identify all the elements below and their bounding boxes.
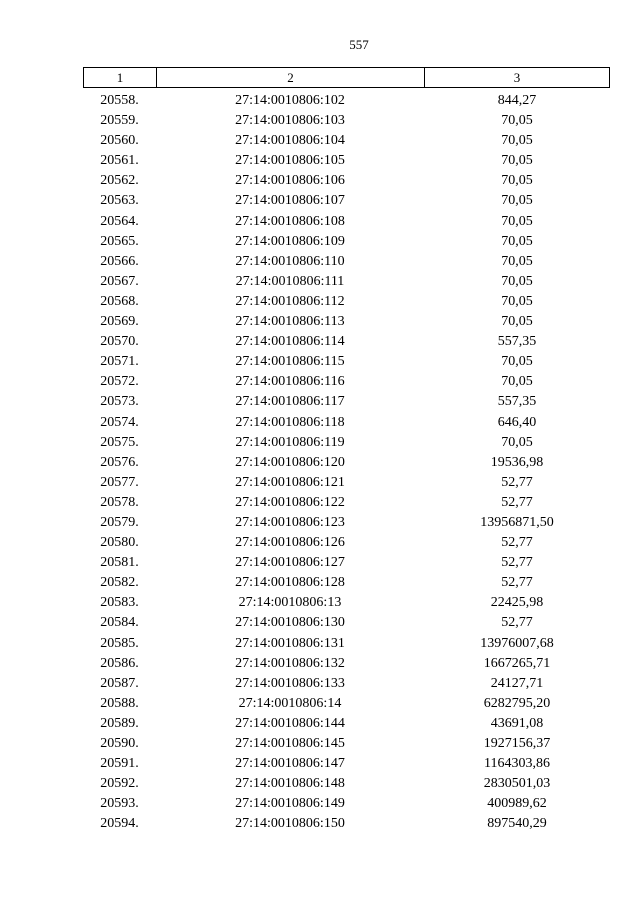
table-row (83, 352, 610, 372)
table-row (83, 151, 610, 171)
table-row (83, 634, 610, 654)
value: 70,05 (501, 314, 533, 330)
cadastral-number: 27:14:0010806:14 (238, 695, 342, 711)
cadastral-number: 27:14:0010806:110 (235, 253, 345, 269)
table-row (83, 272, 610, 292)
table-row (83, 774, 610, 794)
value: 52,77 (501, 615, 533, 631)
value: 70,05 (501, 173, 533, 189)
table-row (83, 493, 610, 513)
cadastral-number: 27:14:0010806:118 (235, 414, 345, 430)
table-row (83, 372, 610, 392)
row-number: 20582. (100, 575, 139, 591)
table-row (83, 814, 610, 834)
row-number: 20566. (100, 253, 139, 269)
cadastral-number: 27:14:0010806:148 (235, 776, 345, 792)
cadastral-number: 27:14:0010806:104 (235, 133, 345, 149)
table-row (83, 513, 610, 533)
column-header-2: 2 (157, 68, 425, 87)
table-row (83, 573, 610, 593)
value: 646,40 (497, 414, 537, 430)
cadastral-number: 27:14:0010806:109 (235, 233, 345, 249)
value: 52,77 (501, 555, 533, 571)
value: 52,77 (501, 535, 533, 551)
table-row (83, 413, 610, 433)
cadastral-number: 27:14:0010806:149 (235, 796, 345, 812)
row-number: 20578. (100, 494, 139, 510)
table-row (83, 292, 610, 312)
table-row (83, 312, 610, 332)
table-row (83, 674, 610, 694)
cadastral-number: 27:14:0010806:128 (235, 575, 345, 591)
row-number: 20594. (100, 816, 139, 832)
value: 557,35 (497, 394, 537, 410)
table-header (83, 67, 610, 88)
value: 70,05 (501, 233, 533, 249)
row-number: 20576. (100, 454, 139, 470)
value: 70,05 (501, 153, 533, 169)
row-number: 20580. (100, 535, 139, 551)
cadastral-number: 27:14:0010806:133 (235, 675, 345, 691)
value: 13956871,50 (480, 514, 554, 530)
table-row (83, 171, 610, 191)
value: 70,05 (501, 434, 533, 450)
table-row (83, 131, 610, 151)
cadastral-number: 27:14:0010806:105 (235, 153, 345, 169)
cadastral-number: 27:14:0010806:108 (235, 213, 345, 229)
row-number: 20565. (100, 233, 139, 249)
row-number: 20584. (100, 615, 139, 631)
value: 70,05 (501, 113, 533, 129)
cadastral-number: 27:14:0010806:112 (235, 293, 345, 309)
row-number: 20593. (100, 796, 139, 812)
value: 1667265,71 (483, 655, 551, 671)
table-row (83, 473, 610, 493)
table-row (83, 453, 610, 473)
value: 2830501,03 (483, 776, 551, 792)
row-number: 20567. (100, 273, 139, 289)
cadastral-number: 27:14:0010806:106 (235, 173, 345, 189)
cadastral-number: 27:14:0010806:127 (235, 555, 345, 571)
cadastral-number: 27:14:0010806:102 (235, 93, 345, 108)
row-number: 20586. (100, 655, 139, 671)
row-number: 20589. (100, 715, 139, 731)
value: 6282795,20 (483, 695, 551, 711)
cadastral-number: 27:14:0010806:145 (235, 736, 345, 751)
value: 13976007,68 (480, 635, 554, 651)
column-header-3: 3 (513, 70, 521, 85)
cadastral-number: 27:14:0010806:103 (235, 113, 345, 129)
row-number: 20583. (100, 595, 139, 611)
table-row (83, 734, 610, 754)
row-number: 20574. (100, 414, 139, 430)
value: 557,35 (497, 334, 537, 350)
cadastral-number: 27:14:0010806:123 (235, 514, 345, 530)
table-row (83, 433, 610, 453)
cadastral-number: 27:14:0010806:115 (235, 354, 345, 370)
value: 897540,29 (487, 816, 547, 832)
table-row (83, 91, 610, 111)
row-number: 20588. (100, 695, 139, 711)
cadastral-number: 27:14:0010806:126 (235, 535, 345, 551)
cadastral-number: 27:14:0010806:13 (238, 595, 342, 611)
value: 70,05 (501, 374, 533, 390)
value: 844,27 (497, 93, 537, 108)
cadastral-number: 27:14:0010806:116 (235, 374, 345, 390)
cadastral-number: 27:14:0010806:119 (235, 434, 345, 450)
table-row (83, 252, 610, 272)
table-row (83, 593, 610, 613)
table-row (83, 613, 610, 633)
value: 70,05 (501, 293, 533, 309)
cadastral-number: 27:14:0010806:132 (235, 655, 345, 671)
row-number: 20571. (100, 354, 139, 370)
row-number: 20573. (100, 394, 139, 410)
table-row (83, 714, 610, 734)
row-number: 20579. (100, 514, 139, 530)
column-header-1: 1 (84, 68, 157, 87)
cadastral-number: 27:14:0010806:130 (235, 615, 345, 631)
cadastral-number: 27:14:0010806:122 (235, 494, 345, 510)
table-body (83, 91, 610, 834)
page-number: 557 (349, 37, 369, 52)
value: 22425,98 (490, 595, 544, 611)
row-number: 20592. (100, 776, 139, 792)
row-number: 20563. (100, 193, 139, 209)
cadastral-number: 27:14:0010806:150 (235, 816, 345, 832)
value: 70,05 (501, 354, 533, 370)
row-number: 20561. (100, 153, 139, 169)
table-row (83, 754, 610, 774)
row-number: 20591. (100, 756, 139, 772)
table-row (83, 232, 610, 252)
value: 24127,71 (490, 675, 544, 691)
value: 70,05 (501, 273, 533, 289)
table-row (83, 191, 610, 211)
row-number: 20572. (100, 374, 139, 390)
value: 1927156,37 (483, 736, 551, 751)
table-row (83, 332, 610, 352)
table-row (83, 212, 610, 232)
cadastral-number: 27:14:0010806:117 (235, 394, 345, 410)
row-number: 20585. (100, 635, 139, 651)
row-number: 20581. (100, 555, 139, 571)
row-number: 20570. (100, 334, 139, 350)
cadastral-number: 27:14:0010806:131 (235, 635, 345, 651)
row-number: 20590. (100, 736, 139, 751)
value: 70,05 (501, 213, 533, 229)
row-number: 20587. (100, 675, 139, 691)
row-number: 20569. (100, 314, 139, 330)
value: 52,77 (501, 494, 533, 510)
row-number: 20577. (100, 474, 139, 490)
value: 1164303,86 (484, 756, 550, 772)
table-row (83, 694, 610, 714)
row-number: 20558. (100, 93, 139, 108)
row-number: 20559. (100, 113, 139, 129)
table-row (83, 533, 610, 553)
row-number: 20560. (100, 133, 139, 149)
value: 400989,62 (487, 796, 547, 812)
value: 52,77 (501, 474, 533, 490)
value: 19536,98 (490, 454, 544, 470)
row-number: 20562. (100, 173, 139, 189)
cadastral-number: 27:14:0010806:144 (235, 715, 345, 731)
cadastral-number: 27:14:0010806:121 (235, 474, 345, 490)
cadastral-number: 27:14:0010806:114 (235, 334, 345, 350)
value: 52,77 (501, 575, 533, 591)
value: 43691,08 (490, 715, 544, 731)
table-row (83, 392, 610, 412)
table-row (83, 794, 610, 814)
row-number: 20568. (100, 293, 139, 309)
cadastral-number: 27:14:0010806:107 (235, 193, 345, 209)
row-number: 20575. (100, 434, 139, 450)
cadastral-number: 27:14:0010806:120 (235, 454, 345, 470)
cadastral-number: 27:14:0010806:111 (235, 273, 345, 289)
value: 70,05 (501, 193, 533, 209)
row-number: 20564. (100, 213, 139, 229)
table-row (83, 654, 610, 674)
cadastral-number: 27:14:0010806:147 (235, 756, 345, 772)
value: 70,05 (501, 253, 533, 269)
cadastral-number: 27:14:0010806:113 (235, 314, 345, 330)
value: 70,05 (501, 133, 533, 149)
table-row (83, 553, 610, 573)
table-row (83, 111, 610, 131)
